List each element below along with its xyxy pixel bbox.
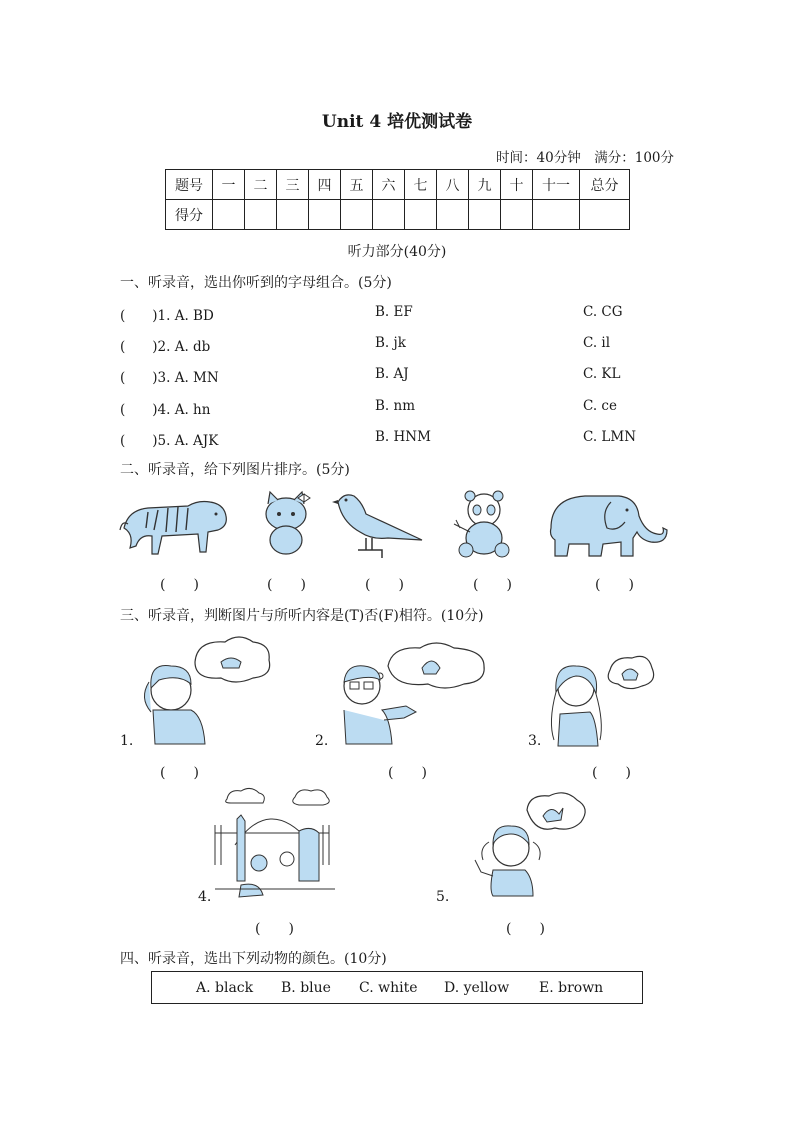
score-cell: 四 xyxy=(309,170,341,200)
question-option-a[interactable]: ( )2. A. db xyxy=(120,339,211,355)
score-row-label: 得分 xyxy=(166,200,213,230)
question-option-b[interactable]: B. HNM xyxy=(375,429,431,445)
score-table xyxy=(165,169,630,230)
elephant-picture xyxy=(545,488,669,562)
score-cell: 三 xyxy=(277,170,309,200)
page-title: Unit 4 培优测试卷 xyxy=(321,112,473,132)
answer-blank[interactable]: ( ) xyxy=(388,765,427,781)
answer-blank[interactable]: ( ) xyxy=(592,765,631,781)
question-option-a[interactable]: ( )5. A. AJK xyxy=(120,433,219,449)
tiger-picture xyxy=(118,490,230,562)
kitten-picture xyxy=(254,488,316,560)
score-entry[interactable] xyxy=(405,200,437,230)
girl-thinking-picture-5 xyxy=(467,790,587,896)
question-option-b[interactable]: B. jk xyxy=(375,335,406,351)
score-entry[interactable] xyxy=(533,200,580,230)
score-cell: 七 xyxy=(405,170,437,200)
listening-part-title: 听力部分(40分) xyxy=(347,244,447,260)
question-row-4 xyxy=(120,398,680,418)
color-option[interactable]: E. brown xyxy=(539,980,604,996)
section2-heading: 二、听录音，给下列图片排序。(5分) xyxy=(120,462,350,478)
zoo-scene-picture xyxy=(215,785,335,903)
score-cell: 二 xyxy=(245,170,277,200)
color-options-box xyxy=(151,971,643,1004)
score-entry[interactable] xyxy=(277,200,309,230)
girl-thinking-picture-1 xyxy=(135,632,275,744)
score-entry[interactable] xyxy=(469,200,501,230)
question-option-c[interactable]: C. ce xyxy=(583,398,617,414)
question-number: 5. xyxy=(436,889,450,905)
question-option-c[interactable]: C. CG xyxy=(583,304,623,320)
color-option[interactable]: B. blue xyxy=(281,980,331,996)
question-number: 1. xyxy=(120,733,134,749)
question-option-a[interactable]: ( )4. A. hn xyxy=(120,402,211,418)
score-cell: 九 xyxy=(469,170,501,200)
color-option[interactable]: A. black xyxy=(196,980,254,996)
question-row-5 xyxy=(120,429,680,449)
section3-heading: 三、听录音，判断图片与所听内容是(T)否(F)相符。(10分) xyxy=(120,608,484,624)
score-cell: 八 xyxy=(437,170,469,200)
question-option-b[interactable]: B. nm xyxy=(375,398,415,414)
answer-blank[interactable]: ( ) xyxy=(473,577,512,593)
question-option-c[interactable]: C. KL xyxy=(583,366,621,382)
score-cell: 六 xyxy=(373,170,405,200)
boy-thinking-picture-2 xyxy=(340,640,490,744)
question-option-a[interactable]: ( )1. A. BD xyxy=(120,308,214,324)
time-score-info: 时间：40分钟 满分：100分 xyxy=(496,150,674,166)
score-table-score-row xyxy=(166,200,630,230)
score-entry[interactable] xyxy=(341,200,373,230)
question-row-1 xyxy=(120,304,680,324)
score-entry[interactable] xyxy=(437,200,469,230)
score-entry[interactable] xyxy=(213,200,245,230)
answer-blank[interactable]: ( ) xyxy=(365,577,404,593)
score-table-header-row xyxy=(166,170,630,200)
score-cell: 五 xyxy=(341,170,373,200)
question-number: 4. xyxy=(198,889,212,905)
score-entry[interactable] xyxy=(309,200,341,230)
section4-heading: 四、听录音，选出下列动物的颜色。(10分) xyxy=(120,951,387,967)
score-entry[interactable] xyxy=(245,200,277,230)
question-number: 3. xyxy=(528,733,542,749)
score-cell: 十 xyxy=(501,170,533,200)
question-row-2 xyxy=(120,335,680,355)
question-option-b[interactable]: B. AJ xyxy=(375,366,409,382)
score-cell: 一 xyxy=(213,170,245,200)
score-cell: 十一 xyxy=(533,170,580,200)
answer-blank[interactable]: ( ) xyxy=(160,765,199,781)
score-cell: 题号 xyxy=(166,170,213,200)
question-option-a[interactable]: ( )3. A. MN xyxy=(120,370,219,386)
answer-blank[interactable]: ( ) xyxy=(595,577,634,593)
color-option[interactable]: D. yellow xyxy=(444,980,510,996)
bird-picture xyxy=(332,488,430,560)
question-option-c[interactable]: C. LMN xyxy=(583,429,637,445)
girl-thinking-picture-3 xyxy=(548,652,658,746)
score-entry[interactable] xyxy=(373,200,405,230)
question-number: 2. xyxy=(315,733,329,749)
panda-picture xyxy=(450,488,520,560)
score-entry[interactable] xyxy=(580,200,630,230)
answer-blank[interactable]: ( ) xyxy=(506,921,545,937)
section1-heading: 一、听录音，选出你听到的字母组合。(5分) xyxy=(120,275,392,291)
answer-blank[interactable]: ( ) xyxy=(160,577,199,593)
score-cell: 总分 xyxy=(580,170,630,200)
answer-blank[interactable]: ( ) xyxy=(255,921,294,937)
color-option[interactable]: C. white xyxy=(359,980,418,996)
answer-blank[interactable]: ( ) xyxy=(267,577,306,593)
score-entry[interactable] xyxy=(501,200,533,230)
question-option-b[interactable]: B. EF xyxy=(375,304,413,320)
question-option-c[interactable]: C. il xyxy=(583,335,611,351)
question-row-3 xyxy=(120,366,680,386)
